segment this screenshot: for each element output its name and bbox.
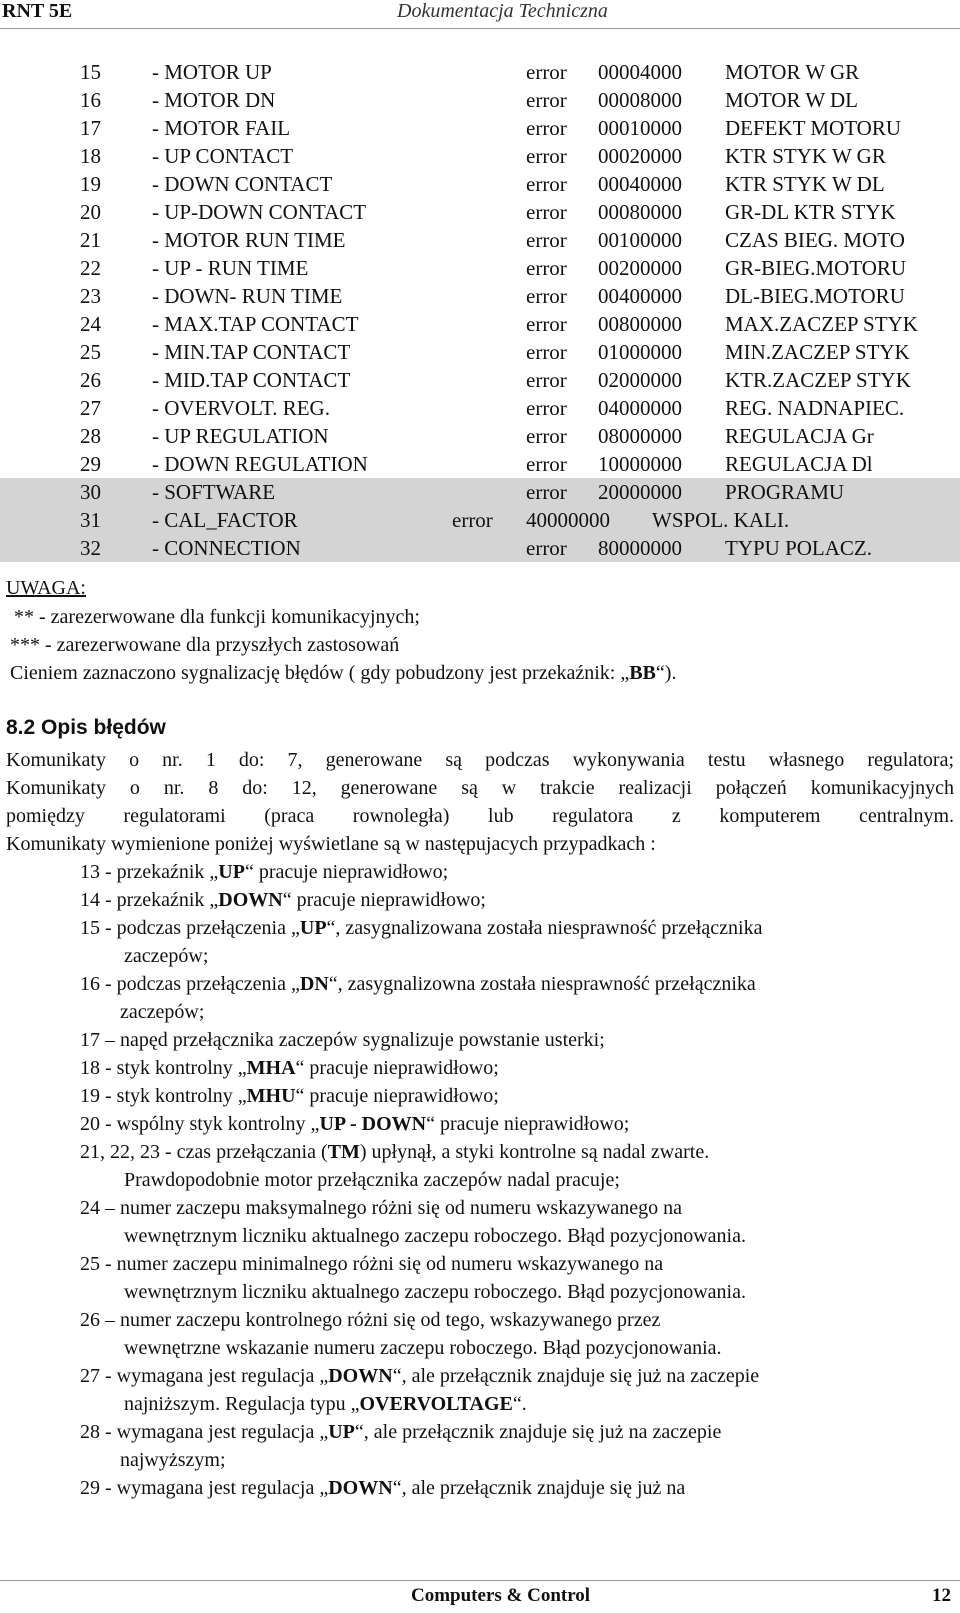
list-item: 18 - styk kontrolny „MHA“ pracuje nieprawidłowo; <box>80 1057 499 1079</box>
error-polish-label: TYPU POLACZ. <box>725 536 873 560</box>
error-polish-label: REGULACJA Gr <box>725 424 874 448</box>
paragraph-line: Komunikaty wymienione poniżej wyświetlane są w następujacych przypadkach : <box>6 833 656 855</box>
error-code: 00020000 <box>598 144 682 168</box>
error-type: error <box>452 508 493 532</box>
error-type: error <box>526 536 567 560</box>
list-item-continuation: wewnętrznym liczniku aktualnego zaczepu roboczego. Błąd pozycjonowania. <box>124 1225 746 1247</box>
error-name: - MOTOR RUN TIME <box>152 228 346 252</box>
note-line-3: Cieniem zaznaczono sygnalizację błędów ( gdy pobudzony jest przekaźnik: „BB“). <box>10 662 677 684</box>
error-polish-label: REGULACJA Dl <box>725 452 873 476</box>
error-number: 26 <box>80 368 101 392</box>
table-row <box>0 366 960 394</box>
list-item: 21, 22, 23 - czas przełączania (TM) upłynął, a styki kontrolne są nadal zwarte. <box>80 1141 710 1163</box>
error-polish-label: DL-BIEG.MOTORU <box>725 284 905 308</box>
error-number: 16 <box>80 88 101 112</box>
error-name: - MOTOR FAIL <box>152 116 291 140</box>
error-code: 40000000 <box>526 508 610 532</box>
error-code: 00400000 <box>598 284 682 308</box>
error-name: - SOFTWARE <box>152 480 276 504</box>
header-divider <box>0 28 960 29</box>
section-title: 8.2 Opis błędów <box>6 716 166 739</box>
error-type: error <box>526 480 567 504</box>
list-item: 15 - podczas przełączenia „UP“, zasygnalizowana została niesprawność przełącznika <box>80 917 763 939</box>
list-item: 16 - podczas przełączenia „DN“, zasygnalizowna została niesprawność przełącznika <box>80 973 756 995</box>
error-name: - OVERVOLT. REG. <box>152 396 330 420</box>
list-item-continuation: wewnętrznym liczniku aktualnego zaczepu roboczego. Błąd pozycjonowania. <box>124 1281 746 1303</box>
error-code: 00800000 <box>598 312 682 336</box>
error-code: 00100000 <box>598 228 682 252</box>
error-number: 23 <box>80 284 101 308</box>
error-polish-label: GR-DL KTR STYK <box>725 200 896 224</box>
error-polish-label: KTR STYK W GR <box>725 144 886 168</box>
error-number: 30 <box>80 480 101 504</box>
error-number: 25 <box>80 340 101 364</box>
list-item-continuation: zaczepów; <box>120 1001 205 1023</box>
error-name: - UP - RUN TIME <box>152 256 309 280</box>
list-item: 28 - wymagana jest regulacja „UP“, ale przełącznik znajduje się już na zaczepie <box>80 1421 722 1443</box>
list-item-continuation: Prawdopodobnie motor przełącznika zaczepów nadal pracuje; <box>124 1169 620 1191</box>
table-row <box>0 114 960 142</box>
error-polish-label: PROGRAMU <box>725 480 845 504</box>
table-row <box>0 58 960 86</box>
error-name: - CONNECTION <box>152 536 301 560</box>
list-item: 17 – napęd przełącznika zaczepów sygnalizuje powstanie usterki; <box>80 1029 605 1051</box>
error-polish-label: KTR.ZACZEP STYK <box>725 368 911 392</box>
error-code: 01000000 <box>598 340 682 364</box>
error-code: 00200000 <box>598 256 682 280</box>
error-name: - MOTOR UP <box>152 60 272 84</box>
table-row <box>0 282 960 310</box>
note-line-2: *** - zarezerwowane dla przyszłych zastosowań <box>10 634 400 656</box>
list-item: 20 - wspólny styk kontrolny „UP - DOWN“ pracuje nieprawidłowo; <box>80 1113 630 1135</box>
error-type: error <box>526 88 567 112</box>
error-type: error <box>526 312 567 336</box>
table-row <box>0 534 960 562</box>
error-polish-label: CZAS BIEG. MOTO <box>725 228 905 252</box>
list-item: 13 - przekaźnik „UP“ pracuje nieprawidłowo; <box>80 861 449 883</box>
table-row <box>0 338 960 366</box>
list-item-continuation: wewnętrzne wskazanie numeru zaczepu roboczego. Błąd pozycjonowania. <box>124 1337 722 1359</box>
error-type: error <box>526 116 567 140</box>
error-name: - DOWN- RUN TIME <box>152 284 343 308</box>
error-name: - UP CONTACT <box>152 144 294 168</box>
error-number: 21 <box>80 228 101 252</box>
error-number: 28 <box>80 424 101 448</box>
table-row <box>0 198 960 226</box>
error-code: 00010000 <box>598 116 682 140</box>
error-code: 00040000 <box>598 172 682 196</box>
error-name: - DOWN REGULATION <box>152 452 368 476</box>
table-row <box>0 170 960 198</box>
error-code: 20000000 <box>598 480 682 504</box>
error-polish-label: GR-BIEG.MOTORU <box>725 256 907 280</box>
error-type: error <box>526 60 567 84</box>
error-type: error <box>526 452 567 476</box>
note-title: UWAGA: <box>6 577 86 599</box>
error-type: error <box>526 172 567 196</box>
error-code: 02000000 <box>598 368 682 392</box>
error-name: - MAX.TAP CONTACT <box>152 312 359 336</box>
error-type: error <box>526 284 567 308</box>
error-number: 27 <box>80 396 101 420</box>
error-name: - UP REGULATION <box>152 424 329 448</box>
error-number: 19 <box>80 172 101 196</box>
error-number: 15 <box>80 60 101 84</box>
table-row <box>0 226 960 254</box>
error-polish-label: KTR STYK W DL <box>725 172 885 196</box>
paragraph-line: pomiędzy regulatorami (praca rownoległa) lub regulatora z komputerem centralnym. <box>6 805 954 827</box>
footer-company: Computers & Control <box>411 1585 591 1606</box>
error-code: 08000000 <box>598 424 682 448</box>
error-number: 29 <box>80 452 101 476</box>
list-item-continuation: najniższym. Regulacja typu „OVERVOLTAGE“. <box>124 1393 527 1415</box>
page-number: 12 <box>932 1585 951 1606</box>
error-polish-label: MIN.ZACZEP STYK <box>725 340 910 364</box>
error-type: error <box>526 368 567 392</box>
list-item: 27 - wymagana jest regulacja „DOWN“, ale przełącznik znajduje się już na zaczepie <box>80 1365 760 1387</box>
error-number: 22 <box>80 256 101 280</box>
error-polish-label: MOTOR W GR <box>725 60 860 84</box>
error-type: error <box>526 256 567 280</box>
error-name: - CAL_FACTOR <box>152 508 298 532</box>
error-type: error <box>526 396 567 420</box>
list-item: 14 - przekaźnik „DOWN“ pracuje nieprawidłowo; <box>80 889 486 911</box>
error-type: error <box>526 340 567 364</box>
list-item: 25 - numer zaczepu minimalnego różni się od numeru wskazywanego na <box>80 1253 664 1275</box>
error-number: 24 <box>80 312 101 336</box>
error-type: error <box>526 228 567 252</box>
doc-code: RNT 5E <box>2 0 73 22</box>
error-name: - MID.TAP CONTACT <box>152 368 351 392</box>
list-item-continuation: najwyższym; <box>120 1449 226 1471</box>
error-polish-label: MAX.ZACZEP STYK <box>725 312 918 336</box>
error-polish-label: DEFEKT MOTORU <box>725 116 901 140</box>
error-code: 10000000 <box>598 452 682 476</box>
table-row <box>0 254 960 282</box>
table-row <box>0 394 960 422</box>
error-code: 00004000 <box>598 60 682 84</box>
error-polish-label: MOTOR W DL <box>725 88 859 112</box>
error-type: error <box>526 200 567 224</box>
error-name: - MOTOR DN <box>152 88 276 112</box>
error-polish-label: WSPOL. KALI. <box>652 508 790 532</box>
error-type: error <box>526 144 567 168</box>
paragraph-line: Komunikaty o nr. 1 do: 7, generowane są podczas wykonywania testu własnego regulatora; <box>6 749 954 771</box>
error-name: - MIN.TAP CONTACT <box>152 340 351 364</box>
error-polish-label: REG. NADNAPIEC. <box>725 396 905 420</box>
footer-divider <box>0 1580 960 1581</box>
list-item: 24 – numer zaczepu maksymalnego różni się od numeru wskazywanego na <box>80 1197 683 1219</box>
error-name: - DOWN CONTACT <box>152 172 333 196</box>
table-row <box>0 86 960 114</box>
error-number: 18 <box>80 144 101 168</box>
error-number: 31 <box>80 508 101 532</box>
error-name: - UP-DOWN CONTACT <box>152 200 367 224</box>
error-code: 00080000 <box>598 200 682 224</box>
list-item: 29 - wymagana jest regulacja „DOWN“, ale przełącznik znajduje się już na <box>80 1477 686 1499</box>
error-code: 80000000 <box>598 536 682 560</box>
table-row <box>0 422 960 450</box>
doc-title: Dokumentacja Techniczna <box>397 0 608 22</box>
error-number: 17 <box>80 116 101 140</box>
table-row <box>0 450 960 478</box>
error-code: 00008000 <box>598 88 682 112</box>
error-code: 04000000 <box>598 396 682 420</box>
table-row <box>0 506 960 534</box>
paragraph-line: Komunikaty o nr. 8 do: 12, generowane są w trakcie realizacji połączeń komunikacyjnych <box>6 777 954 799</box>
error-number: 20 <box>80 200 101 224</box>
error-type: error <box>526 424 567 448</box>
table-row <box>0 310 960 338</box>
table-row <box>0 478 960 506</box>
error-number: 32 <box>80 536 101 560</box>
list-item-continuation: zaczepów; <box>124 945 209 967</box>
list-item: 26 – numer zaczepu kontrolnego różni się od tego, wskazywanego przez <box>80 1309 661 1331</box>
table-row <box>0 142 960 170</box>
note-line-1: ** - zarezerwowane dla funkcji komunikacyjnych; <box>14 606 420 628</box>
list-item: 19 - styk kontrolny „MHU“ pracuje nieprawidłowo; <box>80 1085 499 1107</box>
